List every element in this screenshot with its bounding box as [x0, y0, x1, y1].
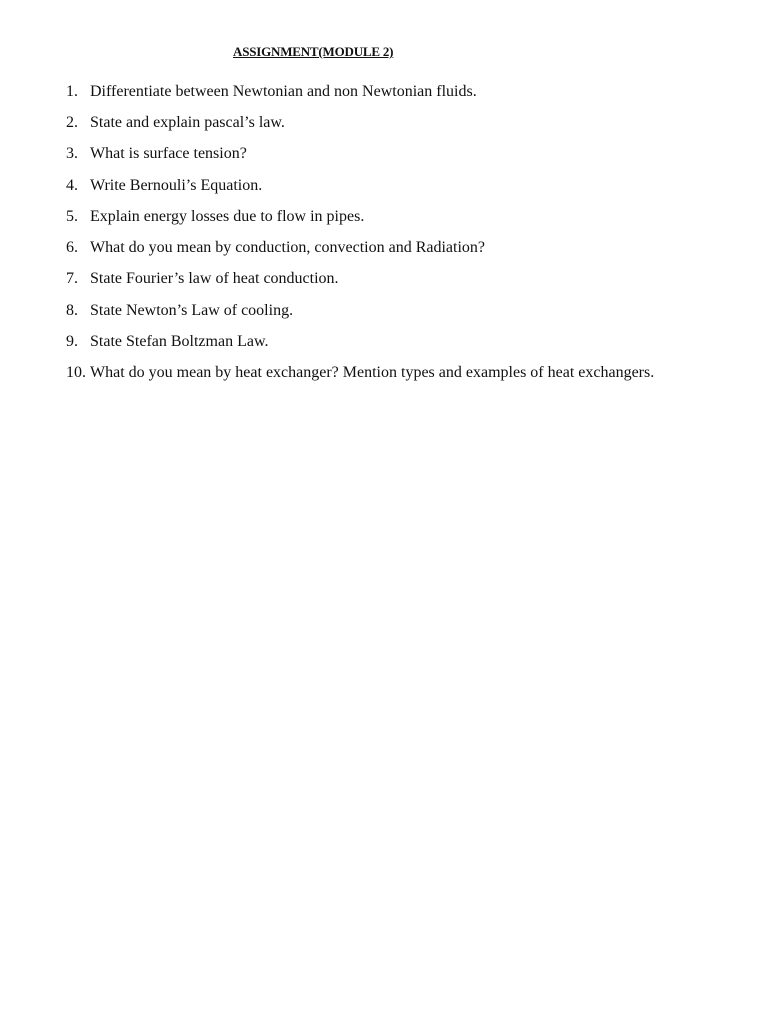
- question-item: [66, 201, 746, 232]
- question-item: [66, 326, 746, 357]
- question-text: State Stefan Boltzman Law.: [90, 333, 269, 351]
- question-list: [66, 76, 746, 389]
- question-item: [66, 76, 746, 107]
- question-number: 10.: [66, 364, 86, 382]
- question-number: 4.: [66, 176, 78, 194]
- question-number: 2.: [66, 113, 78, 131]
- question-number: 9.: [66, 333, 78, 351]
- question-text: What is surface tension?: [90, 145, 247, 163]
- question-text: What do you mean by heat exchanger? Mention types and examples of heat exchangers.: [90, 364, 655, 382]
- question-number: 7.: [66, 270, 78, 288]
- question-item: [66, 358, 746, 389]
- question-item: [66, 170, 746, 201]
- question-number: 6.: [66, 239, 78, 257]
- question-text: Differentiate between Newtonian and non Newtonian fluids.: [90, 82, 477, 100]
- question-number: 3.: [66, 145, 78, 163]
- question-text: State Newton’s Law of cooling.: [90, 301, 294, 319]
- question-number: 8.: [66, 301, 78, 319]
- question-number: 5.: [66, 207, 78, 225]
- question-text: State and explain pascal’s law.: [90, 113, 285, 131]
- question-text: Explain energy losses due to flow in pipes.: [90, 207, 365, 225]
- question-item: [66, 295, 746, 326]
- question-text: Write Bernouli’s Equation.: [90, 176, 263, 194]
- question-item: [66, 264, 746, 295]
- document-title: ASSIGNMENT(MODULE 2): [233, 44, 394, 59]
- question-text: State Fourier’s law of heat conduction.: [90, 270, 339, 288]
- question-item: [66, 107, 746, 138]
- question-number: 1.: [66, 82, 78, 100]
- question-item: [66, 139, 746, 170]
- question-text: What do you mean by conduction, convection and Radiation?: [90, 239, 485, 257]
- question-item: [66, 232, 746, 263]
